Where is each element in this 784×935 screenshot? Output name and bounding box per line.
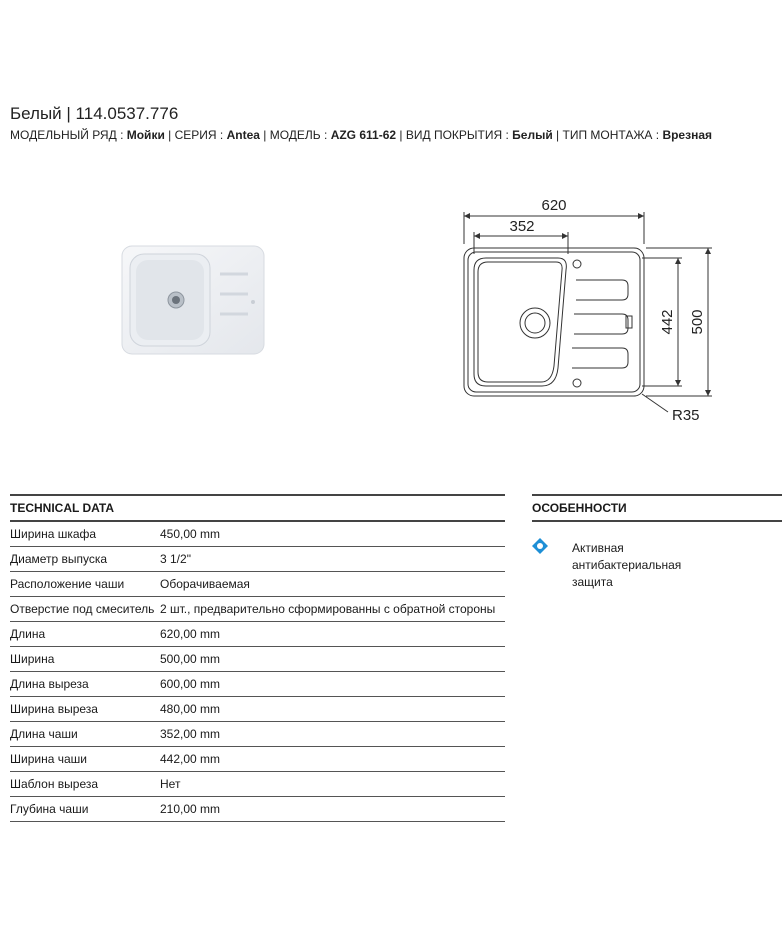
spec-value: 210,00 mm	[160, 802, 221, 816]
meta-separator: |	[164, 128, 175, 142]
spec-value: 620,00 mm	[160, 627, 221, 641]
spec-label: Диаметр выпуска	[10, 552, 108, 566]
feature-text: Активная антибактериальная защита	[572, 541, 682, 589]
spec-label: Длина чаши	[10, 727, 78, 741]
technical-data-heading: TECHNICAL DATA	[10, 494, 505, 522]
spec-label: Расположение чаши	[10, 577, 125, 591]
meta-value: Antea	[226, 128, 260, 142]
meta-value: Врезная	[662, 128, 712, 142]
meta-label: МОДЕЛЬНЫЙ РЯД :	[10, 128, 127, 142]
meta-label: СЕРИЯ :	[174, 128, 227, 142]
spec-label: Ширина	[10, 652, 55, 666]
product-title: Белый | 114.0537.776	[10, 104, 179, 123]
table-row	[10, 672, 505, 697]
meta-value: AZG 611-62	[330, 128, 397, 142]
spec-label: Длина	[10, 627, 46, 641]
meta-label: ВИД ПОКРЫТИЯ :	[405, 128, 513, 142]
table-row	[10, 697, 505, 722]
sink-technical-drawing	[446, 188, 716, 428]
spec-value: Оборачиваемая	[160, 577, 250, 591]
list-item	[532, 540, 782, 591]
dim-bowl-width-label: 442	[659, 309, 676, 335]
technical-data-table	[10, 494, 505, 822]
meta-label: ТИП МОНТАЖА :	[562, 128, 663, 142]
dim-radius-label: R35	[672, 407, 700, 424]
meta-separator: |	[396, 128, 406, 142]
spec-label: Глубина чаши	[10, 802, 89, 816]
table-row	[10, 772, 505, 797]
meta-separator: |	[552, 128, 563, 142]
spec-value: 442,00 mm	[160, 752, 221, 766]
spec-value: 352,00 mm	[160, 727, 221, 741]
features-heading: ОСОБЕННОСТИ	[532, 494, 782, 522]
table-row	[10, 797, 505, 822]
spec-label: Ширина выреза	[10, 702, 98, 716]
spec-value: 450,00 mm	[160, 527, 221, 541]
meta-value: Белый	[512, 128, 553, 142]
spec-value: 480,00 mm	[160, 702, 221, 716]
spec-value: Нет	[160, 777, 181, 791]
spec-value: 2 шт., предварительно сформированны с обратной стороны	[160, 602, 496, 616]
spec-value: 500,00 mm	[160, 652, 221, 666]
product-meta	[10, 128, 712, 142]
dim-depth-label: 500	[689, 309, 706, 335]
table-row	[10, 547, 505, 572]
sink-photo	[120, 244, 266, 356]
table-row	[10, 747, 505, 772]
spec-value: 3 1/2"	[160, 552, 191, 566]
table-row	[10, 572, 505, 597]
table-row	[10, 647, 505, 672]
antibacterial-shield-icon	[532, 538, 548, 554]
features-panel	[532, 494, 782, 591]
spec-value: 600,00 mm	[160, 677, 221, 691]
table-row	[10, 622, 505, 647]
dim-width-label: 620	[541, 197, 567, 214]
spec-label: Шаблон выреза	[10, 777, 99, 791]
spec-label: Ширина чаши	[10, 752, 87, 766]
spec-label: Отверстие под смеситель	[10, 602, 155, 616]
meta-label: МОДЕЛЬ :	[269, 128, 331, 142]
meta-value: Мойки	[126, 128, 165, 142]
table-row	[10, 722, 505, 747]
meta-separator: |	[259, 128, 270, 142]
spec-label: Ширина шкафа	[10, 527, 97, 541]
table-row	[10, 597, 505, 622]
table-row	[10, 522, 505, 547]
spec-label: Длина выреза	[10, 677, 89, 691]
dim-bowl-length-label: 352	[509, 218, 535, 235]
